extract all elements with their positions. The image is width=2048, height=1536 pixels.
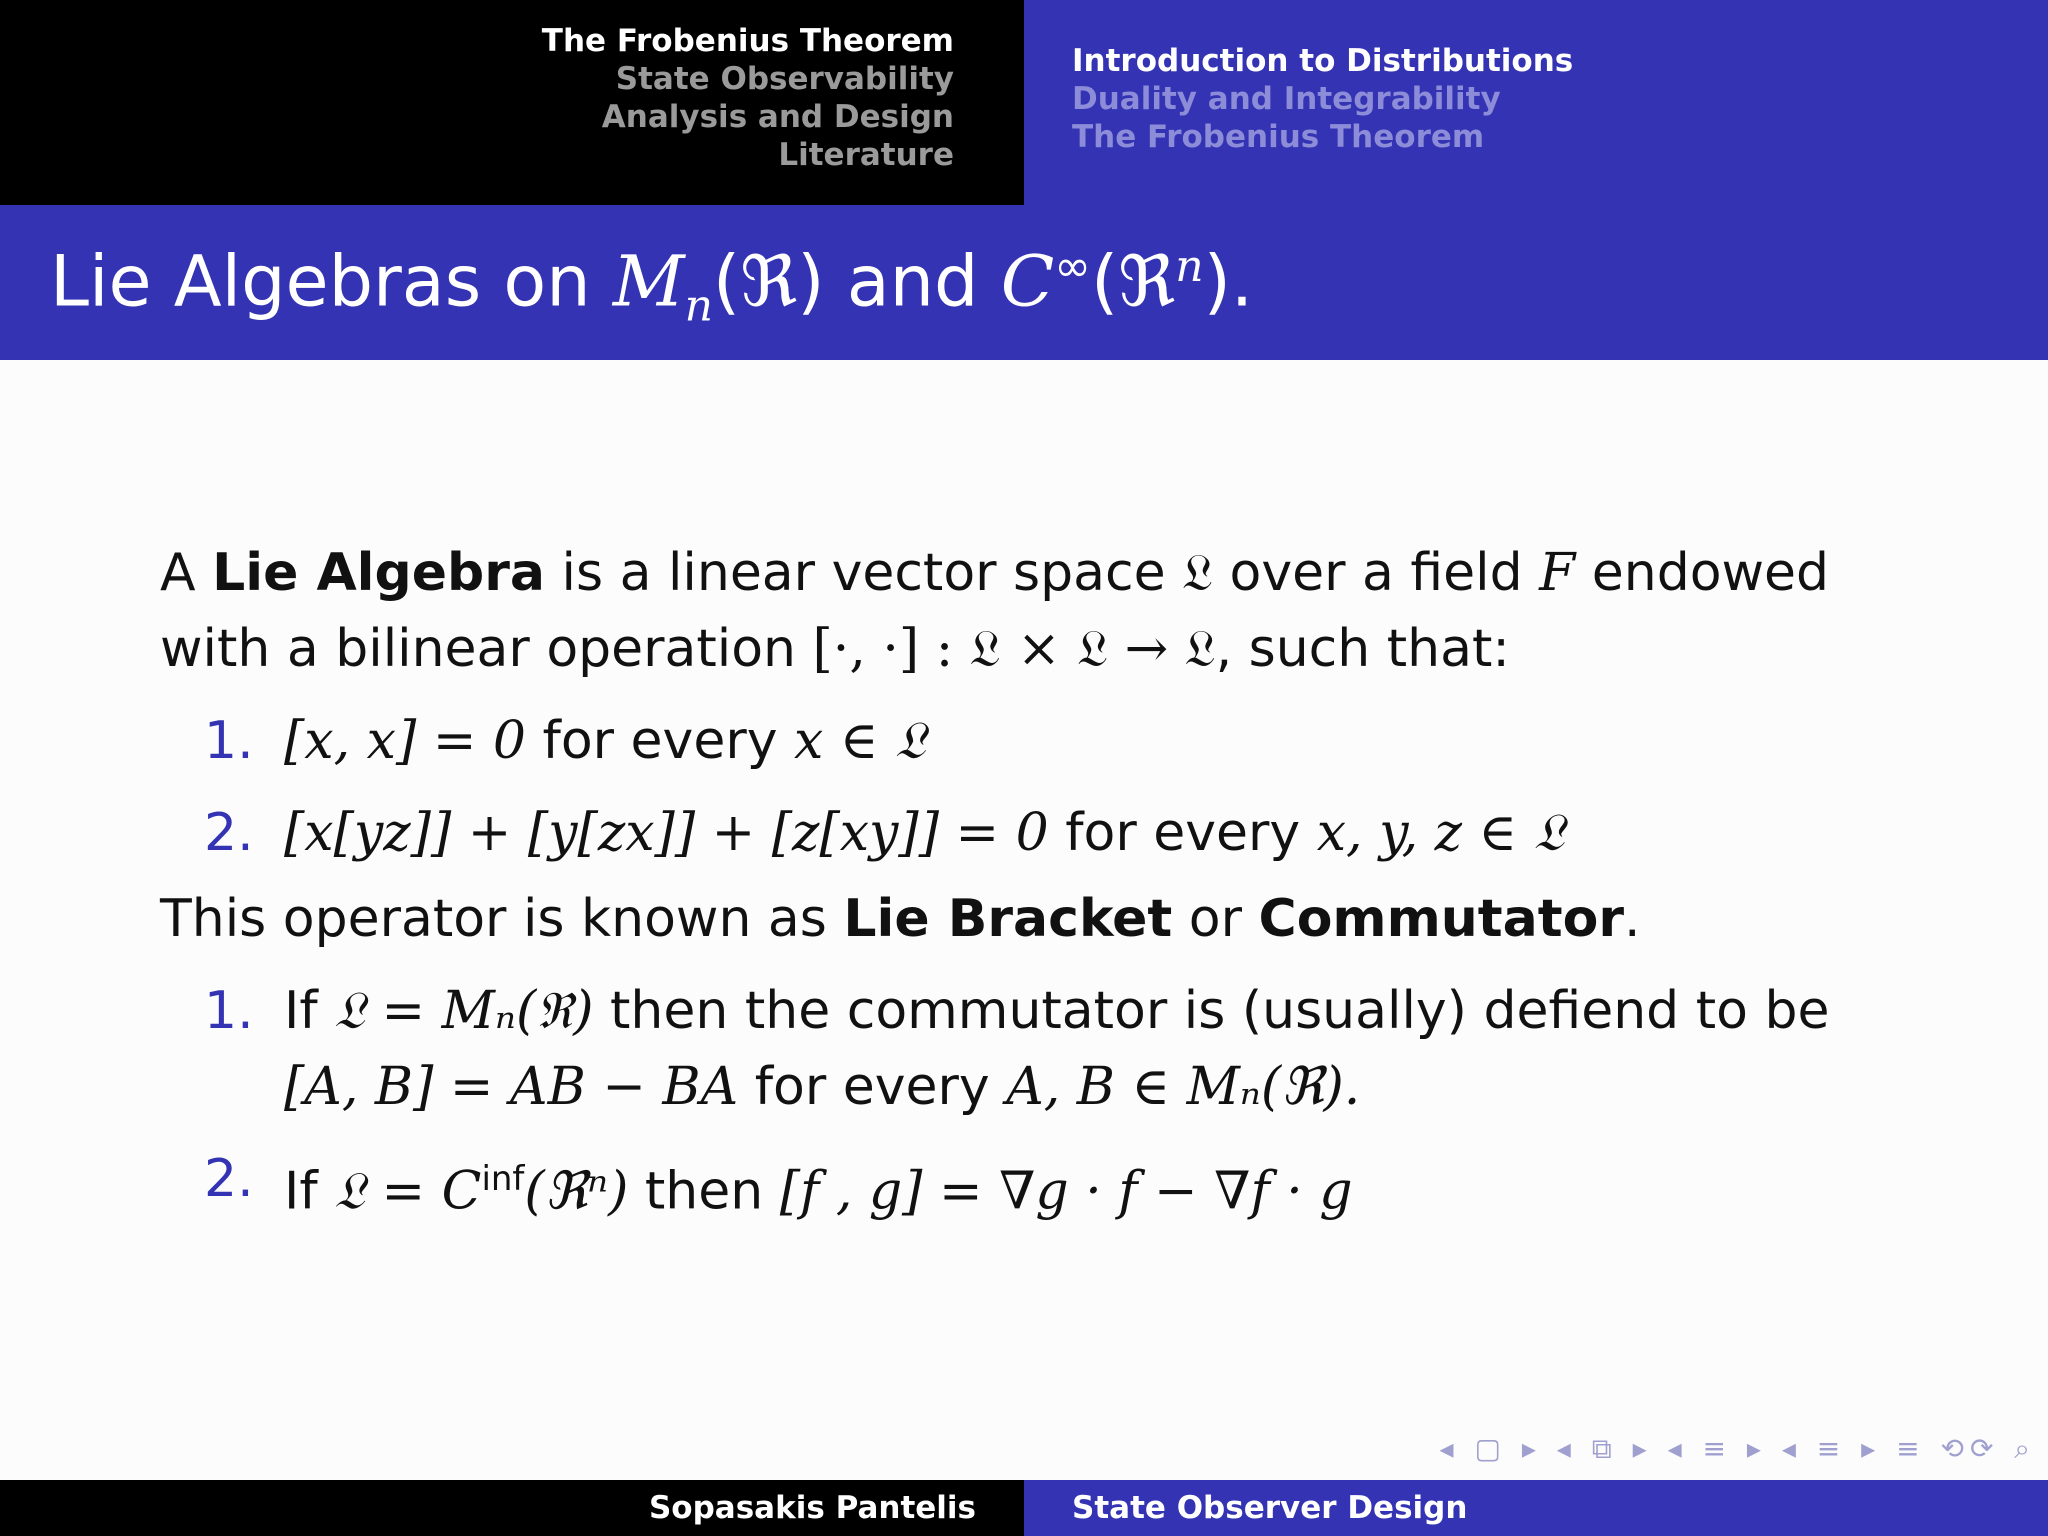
section-link-state-observability[interactable]: State Observability	[615, 61, 954, 97]
definition-paragraph: A Lie Algebra is a linear vector space 𝔏 over a field F endowed with a bilinear operation [·, ·] : 𝔏 × 𝔏 → 𝔏, such that:	[160, 543, 1830, 679]
bracket-paragraph: This operator is known as Lie Bracket or Commutator.	[160, 889, 1641, 949]
beamer-navigation-icons[interactable]: ◂ ▢ ▸ ◂ ⧉ ▸ ◂ ≡ ▸ ◂ ≡ ▸ ≡ ⟲⟳ ⌕	[1439, 1432, 2036, 1465]
list-item: 1. If 𝔏 = Mₙ(ℜ) then the commutator is (usually) defiend to be [A, B] = AB − BA for every A, B ∈ Mₙ(ℜ).	[204, 981, 1830, 1117]
axiom-list	[160, 703, 1920, 871]
footer-title-panel	[1024, 1480, 2048, 1536]
footer-author: Sopasakis Pantelis	[648, 1490, 976, 1526]
subsection-link-duality[interactable]: Duality and Integrability	[1072, 81, 1501, 117]
frame-title-bar	[0, 205, 2048, 360]
section-link-frobenius[interactable]: The Frobenius Theorem	[541, 23, 954, 59]
frame-title: Lie Algebras on $M_n(ℜ)$ and C∞(ℜ$^n$).	[50, 240, 1254, 332]
subsection-nav	[1072, 42, 1573, 156]
subsection-link-frobenius[interactable]: The Frobenius Theorem	[1072, 119, 1485, 155]
subsection-link-intro-distributions[interactable]: Introduction to Distributions	[1072, 43, 1574, 79]
example-list	[160, 973, 1920, 1229]
footer-title: State Observer Design	[1072, 1490, 1468, 1526]
section-link-literature[interactable]: Literature	[778, 137, 954, 173]
list-item: 1. [x, x] = 0 for every x ∈ 𝔏	[204, 711, 926, 771]
list-item: 2. [x[yz]] + [y[zx]] + [z[xy]] = 0 for every x, y, z ∈ 𝔏	[204, 803, 1565, 863]
section-link-analysis-design[interactable]: Analysis and Design	[601, 99, 954, 135]
section-nav	[542, 22, 954, 174]
footer-author-panel	[0, 1480, 1024, 1536]
header-subsections-panel	[1024, 0, 2048, 205]
header-sections-panel	[0, 0, 1024, 205]
slide-content	[160, 535, 1920, 1231]
list-item: 2. If 𝔏 = $C^{inf}(ℜ^n)$ then [f , g] = ∇g · f − ∇f · g	[204, 1149, 1353, 1222]
